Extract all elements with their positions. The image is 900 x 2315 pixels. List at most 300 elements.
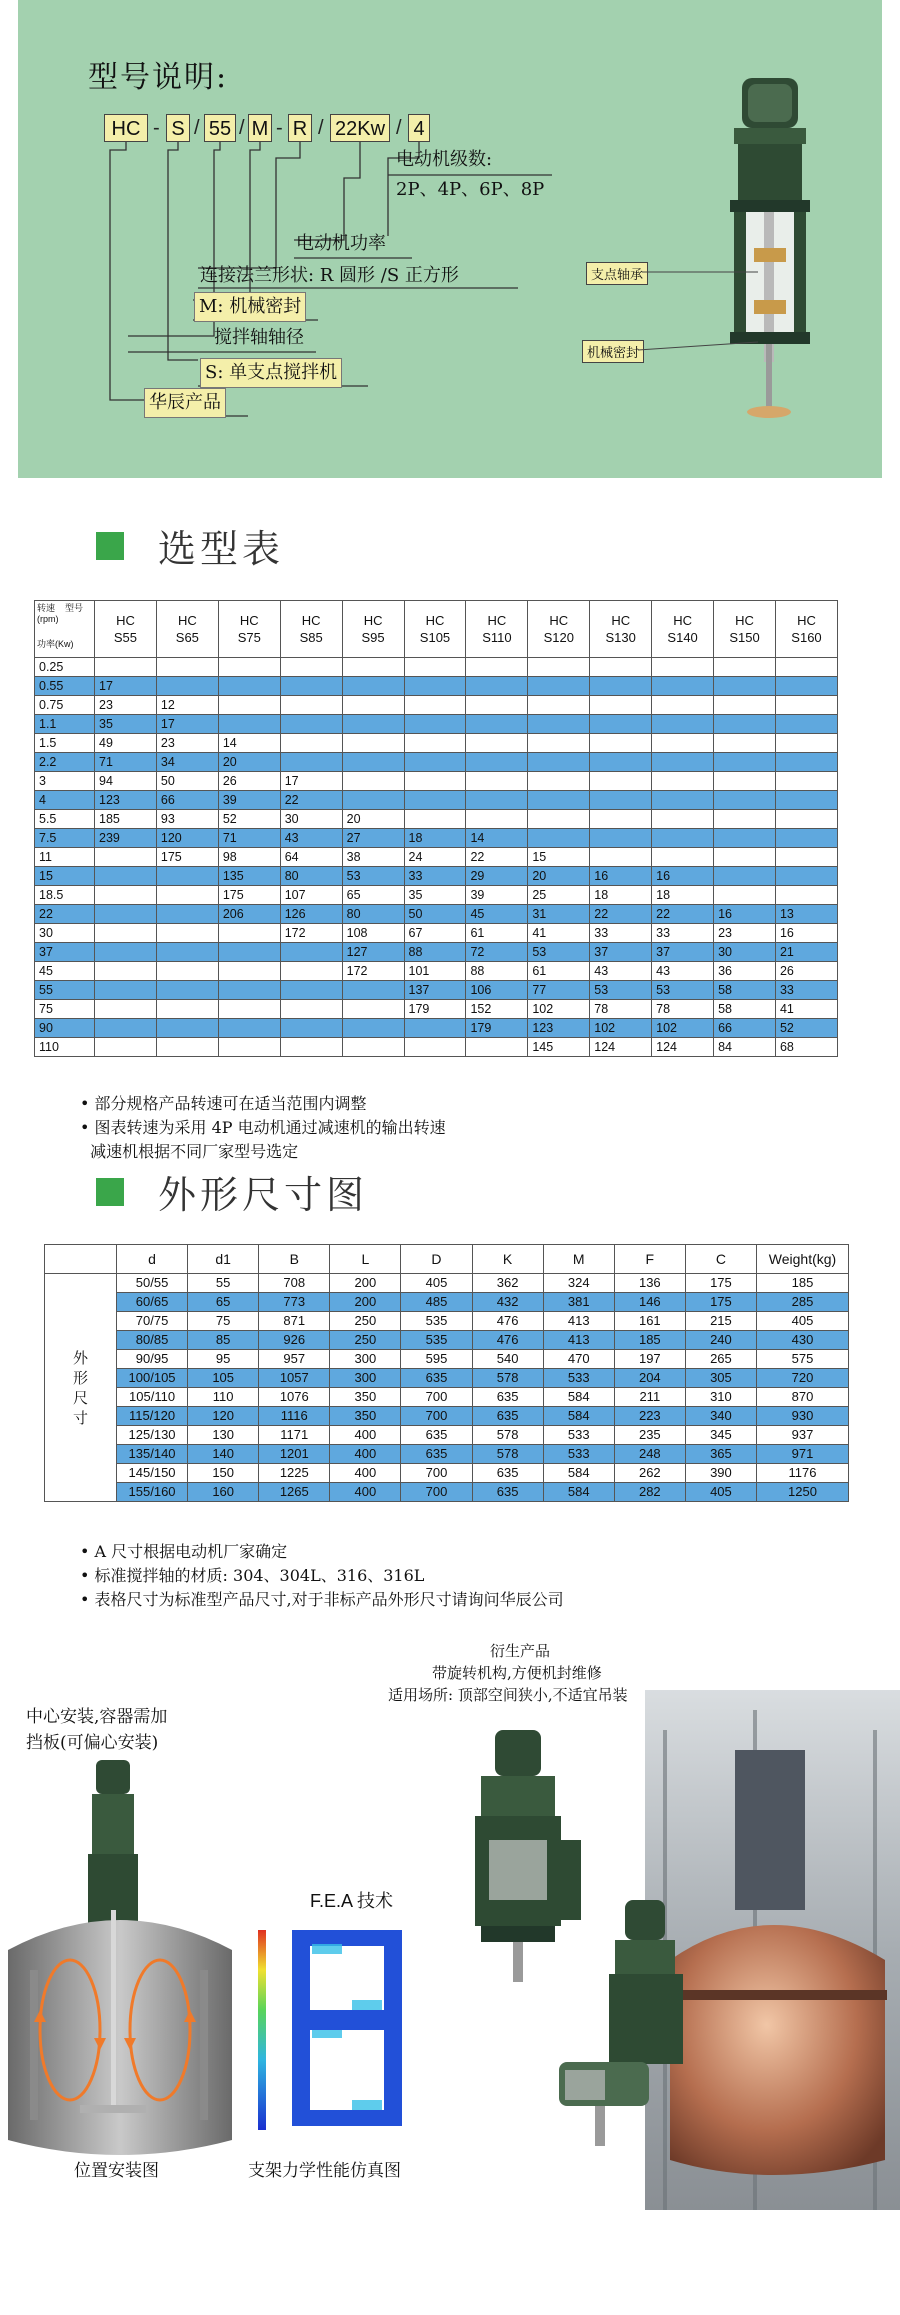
- model-column-header: [528, 601, 590, 658]
- dimension-cell: 55: [188, 1274, 259, 1293]
- speed-cell: 88: [404, 943, 466, 962]
- speed-cell: [280, 734, 342, 753]
- model-column-header: [156, 601, 218, 658]
- speed-cell: [528, 810, 590, 829]
- dimension-cell: 870: [757, 1388, 849, 1407]
- code-type: S: [166, 114, 190, 142]
- speed-cell: [280, 696, 342, 715]
- power-cell: 75: [35, 1000, 95, 1019]
- model-code: S160: [791, 630, 822, 645]
- speed-cell: 12: [156, 696, 218, 715]
- speed-cell: 17: [156, 715, 218, 734]
- dimension-cell: 1265: [259, 1483, 330, 1502]
- corner-model: 型号: [65, 603, 84, 613]
- dimension-cell: 533: [543, 1426, 614, 1445]
- dimension-cell: 300: [330, 1350, 401, 1369]
- power-cell: 90: [35, 1019, 95, 1038]
- speed-cell: [466, 734, 528, 753]
- dimension-column-header: L: [330, 1245, 401, 1274]
- speed-cell: [652, 810, 714, 829]
- speed-cell: [218, 1038, 280, 1057]
- dimension-cell: 578: [472, 1426, 543, 1445]
- speed-cell: 31: [528, 905, 590, 924]
- speed-cell: 23: [714, 924, 776, 943]
- speed-cell: 49: [95, 734, 157, 753]
- dimension-cell: 926: [259, 1331, 330, 1350]
- speed-cell: [714, 848, 776, 867]
- speed-cell: [95, 924, 157, 943]
- dimension-cell: 135/140: [117, 1445, 188, 1464]
- table-row: [45, 1312, 849, 1331]
- speed-cell: [218, 1019, 280, 1038]
- speed-cell: [714, 658, 776, 677]
- dimension-cell: 250: [330, 1312, 401, 1331]
- dimension-column-header: C: [685, 1245, 756, 1274]
- speed-cell: [404, 734, 466, 753]
- power-cell: 7.5: [35, 829, 95, 848]
- speed-cell: 94: [95, 772, 157, 791]
- note-item: • 标准搅拌轴的材质: 304、304L、316、316L: [80, 1566, 425, 1585]
- speed-cell: [218, 677, 280, 696]
- speed-cell: 120: [156, 829, 218, 848]
- side-label-char: 外: [72, 1348, 88, 1367]
- dimension-column-header: F: [614, 1245, 685, 1274]
- note-item: • 部分规格产品转速可在适当范围内调整: [80, 1094, 367, 1113]
- speed-cell: 145: [528, 1038, 590, 1057]
- speed-cell: [775, 677, 837, 696]
- selection-table: [34, 600, 838, 1057]
- table-row: [35, 848, 838, 867]
- dimension-cell: 362: [472, 1274, 543, 1293]
- dimension-cell: 211: [614, 1388, 685, 1407]
- code-flange: R: [288, 114, 312, 142]
- selection-section-header: [96, 518, 284, 573]
- speed-cell: [280, 1038, 342, 1057]
- speed-cell: 53: [342, 867, 404, 886]
- speed-cell: 67: [404, 924, 466, 943]
- speed-cell: [95, 1019, 157, 1038]
- speed-cell: 33: [775, 981, 837, 1000]
- dimension-cell: 105: [188, 1369, 259, 1388]
- speed-cell: 124: [590, 1038, 652, 1057]
- fea-title: F.E.A 技术: [310, 1891, 394, 1911]
- speed-cell: [342, 1000, 404, 1019]
- selection-notes: [80, 1092, 446, 1164]
- speed-cell: 172: [280, 924, 342, 943]
- dimension-cell: 200: [330, 1293, 401, 1312]
- dimension-cell: 405: [757, 1312, 849, 1331]
- speed-cell: [218, 943, 280, 962]
- speed-cell: 58: [714, 981, 776, 1000]
- model-code: S150: [729, 630, 760, 645]
- speed-cell: 26: [775, 962, 837, 981]
- speed-cell: [714, 753, 776, 772]
- dimension-cell: 476: [472, 1312, 543, 1331]
- callout-bearing: 支点轴承: [586, 262, 648, 285]
- speed-cell: [95, 658, 157, 677]
- model-prefix: HC: [487, 613, 507, 628]
- dimension-cell: 700: [401, 1388, 472, 1407]
- speed-cell: 239: [95, 829, 157, 848]
- speed-cell: [95, 1000, 157, 1019]
- dimension-cell: 105/110: [117, 1388, 188, 1407]
- table-row: [45, 1331, 849, 1350]
- speed-cell: 30: [280, 810, 342, 829]
- dimension-cell: 75: [188, 1312, 259, 1331]
- dimension-cell: 70/75: [117, 1312, 188, 1331]
- dimension-cell: 1176: [757, 1464, 849, 1483]
- dimension-cell: 635: [401, 1445, 472, 1464]
- code-separator: -: [276, 117, 283, 139]
- table-row: [45, 1274, 849, 1293]
- speed-cell: [404, 677, 466, 696]
- code-seal: M: [248, 114, 272, 142]
- speed-cell: 106: [466, 981, 528, 1000]
- speed-cell: 18: [590, 886, 652, 905]
- speed-cell: 16: [652, 867, 714, 886]
- speed-cell: 53: [652, 981, 714, 1000]
- dimension-column-header: d: [117, 1245, 188, 1274]
- dimension-cell: 204: [614, 1369, 685, 1388]
- speed-cell: 80: [280, 867, 342, 886]
- speed-cell: [280, 962, 342, 981]
- dimension-cell: 485: [401, 1293, 472, 1312]
- dimension-cell: 535: [401, 1331, 472, 1350]
- speed-cell: 43: [280, 829, 342, 848]
- fea-simulation-diagram: [252, 1920, 432, 2150]
- speed-cell: 123: [95, 791, 157, 810]
- dimension-cell: 235: [614, 1426, 685, 1445]
- dimension-cell: 310: [685, 1388, 756, 1407]
- model-code: S95: [361, 630, 385, 645]
- side-label-char: 尺: [72, 1388, 88, 1407]
- model-code: S105: [419, 630, 451, 645]
- speed-cell: [775, 810, 837, 829]
- speed-cell: [466, 1038, 528, 1057]
- speed-cell: [714, 696, 776, 715]
- speed-cell: [218, 696, 280, 715]
- power-cell: 0.55: [35, 677, 95, 696]
- model-prefix: HC: [239, 613, 259, 628]
- speed-cell: [714, 810, 776, 829]
- speed-cell: [775, 867, 837, 886]
- model-prefix: HC: [301, 613, 321, 628]
- speed-cell: 18: [404, 829, 466, 848]
- speed-cell: 41: [775, 1000, 837, 1019]
- note-item: • 图表转速为采用 4P 电动机通过减速机的输出转速: [80, 1118, 446, 1137]
- dimension-cell: 340: [685, 1407, 756, 1426]
- dimension-cell: 390: [685, 1464, 756, 1483]
- speed-cell: 84: [714, 1038, 776, 1057]
- speed-cell: [714, 829, 776, 848]
- speed-cell: [652, 829, 714, 848]
- speed-cell: 14: [218, 734, 280, 753]
- speed-cell: 24: [404, 848, 466, 867]
- speed-cell: 13: [775, 905, 837, 924]
- dimension-cell: 400: [330, 1483, 401, 1502]
- speed-cell: 38: [342, 848, 404, 867]
- model-column-header: [652, 601, 714, 658]
- speed-cell: 16: [590, 867, 652, 886]
- speed-cell: 135: [218, 867, 280, 886]
- speed-cell: [95, 886, 157, 905]
- speed-cell: 33: [404, 867, 466, 886]
- motor-poles-values: 2P、4P、6P、8P: [396, 179, 545, 200]
- speed-cell: [342, 696, 404, 715]
- dimension-cell: 100/105: [117, 1369, 188, 1388]
- dimension-cell: 161: [614, 1312, 685, 1331]
- speed-cell: 50: [156, 772, 218, 791]
- code-separator: /: [194, 117, 200, 139]
- speed-cell: [466, 791, 528, 810]
- speed-cell: 20: [218, 753, 280, 772]
- dimension-cell: 200: [330, 1274, 401, 1293]
- speed-cell: 22: [466, 848, 528, 867]
- table-row: [45, 1369, 849, 1388]
- section-marker: [96, 532, 124, 560]
- speed-cell: [156, 658, 218, 677]
- speed-cell: [652, 677, 714, 696]
- dimension-cell: 1057: [259, 1369, 330, 1388]
- speed-cell: 37: [652, 943, 714, 962]
- model-code: S85: [299, 630, 323, 645]
- table-row: [35, 715, 838, 734]
- table-row: [35, 905, 838, 924]
- dimension-cell: 700: [401, 1407, 472, 1426]
- speed-cell: [652, 772, 714, 791]
- dimension-cell: 110: [188, 1388, 259, 1407]
- speed-cell: 29: [466, 867, 528, 886]
- power-cell: 0.75: [35, 696, 95, 715]
- code-brand: HC: [104, 114, 148, 142]
- dimension-cell: 136: [614, 1274, 685, 1293]
- speed-cell: [218, 981, 280, 1000]
- speed-cell: [466, 753, 528, 772]
- speed-cell: 17: [280, 772, 342, 791]
- power-cell: 1.1: [35, 715, 95, 734]
- table-row: [35, 810, 838, 829]
- speed-cell: 39: [466, 886, 528, 905]
- dimension-cell: 476: [472, 1331, 543, 1350]
- dimension-cell: 345: [685, 1426, 756, 1445]
- speed-cell: 68: [775, 1038, 837, 1057]
- speed-cell: [280, 1019, 342, 1038]
- section-marker: [96, 1178, 124, 1206]
- speed-cell: [528, 734, 590, 753]
- model-column-header: [775, 601, 837, 658]
- model-column-header: [466, 601, 528, 658]
- speed-cell: [342, 981, 404, 1000]
- dimension-cell: 120: [188, 1407, 259, 1426]
- speed-cell: [404, 791, 466, 810]
- dimension-cell: 584: [543, 1407, 614, 1426]
- speed-cell: 66: [156, 791, 218, 810]
- speed-cell: [404, 772, 466, 791]
- table-row: [35, 772, 838, 791]
- speed-cell: [590, 677, 652, 696]
- speed-cell: 175: [156, 848, 218, 867]
- dimension-cell: 125/130: [117, 1426, 188, 1445]
- model-prefix: HC: [116, 613, 135, 628]
- speed-cell: 179: [404, 1000, 466, 1019]
- speed-cell: [95, 1038, 157, 1057]
- speed-cell: [280, 1000, 342, 1019]
- table-row: [35, 734, 838, 753]
- model-code: S65: [175, 630, 199, 645]
- speed-cell: 14: [466, 829, 528, 848]
- speed-cell: 66: [714, 1019, 776, 1038]
- dimension-cell: 350: [330, 1388, 401, 1407]
- table-row: [35, 753, 838, 772]
- dimension-cell: 575: [757, 1350, 849, 1369]
- dimension-cell: 350: [330, 1407, 401, 1426]
- dimension-cell: 175: [685, 1274, 756, 1293]
- dimension-cell: 430: [757, 1331, 849, 1350]
- speed-cell: [404, 753, 466, 772]
- speed-cell: [156, 1000, 218, 1019]
- speed-cell: 16: [714, 905, 776, 924]
- dimension-cell: 584: [543, 1388, 614, 1407]
- flange-label: 连接法兰形状: R 圆形 /S 正方形: [200, 265, 459, 286]
- corner-power: 功率(Kw): [37, 639, 74, 649]
- dimension-cell: 400: [330, 1445, 401, 1464]
- speed-cell: [280, 715, 342, 734]
- dimension-cell: 1171: [259, 1426, 330, 1445]
- dimensions-header-row: [45, 1245, 849, 1274]
- derived-title: 衍生产品: [490, 1642, 551, 1660]
- speed-cell: [156, 1019, 218, 1038]
- model-code: S110: [482, 630, 512, 645]
- speed-cell: 93: [156, 810, 218, 829]
- speed-cell: 80: [342, 905, 404, 924]
- dimension-cell: 248: [614, 1445, 685, 1464]
- speed-cell: [342, 715, 404, 734]
- speed-cell: [404, 1038, 466, 1057]
- model-code: S55: [113, 630, 138, 645]
- speed-cell: [775, 658, 837, 677]
- speed-cell: [714, 734, 776, 753]
- power-cell: 110: [35, 1038, 95, 1057]
- speed-cell: 77: [528, 981, 590, 1000]
- model-column-header: [95, 601, 157, 658]
- speed-cell: [590, 696, 652, 715]
- speed-cell: [590, 715, 652, 734]
- dimension-cell: 405: [685, 1483, 756, 1502]
- note-item: • A 尺寸根据电动机厂家确定: [80, 1542, 288, 1561]
- speed-cell: [342, 772, 404, 791]
- speed-cell: [528, 715, 590, 734]
- support-label: S: 单支点搅拌机: [200, 358, 342, 388]
- seal-label: M: 机械密封: [194, 292, 306, 322]
- speed-cell: 185: [95, 810, 157, 829]
- model-prefix: HC: [177, 613, 197, 628]
- dimension-cell: 305: [685, 1369, 756, 1388]
- speed-cell: 25: [528, 886, 590, 905]
- speed-cell: [590, 734, 652, 753]
- speed-cell: [775, 715, 837, 734]
- speed-cell: [652, 715, 714, 734]
- selection-header-row: [35, 601, 838, 658]
- table-row: [45, 1426, 849, 1445]
- speed-cell: 23: [95, 696, 157, 715]
- dimension-cell: 185: [614, 1331, 685, 1350]
- dimension-cell: 708: [259, 1274, 330, 1293]
- speed-cell: [466, 715, 528, 734]
- dimension-cell: 223: [614, 1407, 685, 1426]
- table-row: [35, 962, 838, 981]
- table-row: [35, 867, 838, 886]
- speed-cell: 78: [590, 1000, 652, 1019]
- dimension-cell: 957: [259, 1350, 330, 1369]
- dimension-cell: 540: [472, 1350, 543, 1369]
- dimension-side-label: [45, 1274, 117, 1502]
- speed-cell: [714, 715, 776, 734]
- speed-cell: [95, 867, 157, 886]
- derived-line1: 带旋转机构,方便机封维修: [432, 1664, 602, 1682]
- speed-cell: [342, 658, 404, 677]
- side-label-char: 寸: [72, 1408, 88, 1427]
- dimension-cell: 1250: [757, 1483, 849, 1502]
- speed-cell: [466, 658, 528, 677]
- speed-cell: 108: [342, 924, 404, 943]
- speed-cell: 102: [528, 1000, 590, 1019]
- power-cell: 30: [35, 924, 95, 943]
- dimension-cell: 1201: [259, 1445, 330, 1464]
- speed-cell: 175: [218, 886, 280, 905]
- speed-cell: 102: [652, 1019, 714, 1038]
- speed-cell: 53: [528, 943, 590, 962]
- table-row: [45, 1293, 849, 1312]
- speed-cell: [528, 696, 590, 715]
- dimension-cell: 635: [401, 1426, 472, 1445]
- table-row: [45, 1388, 849, 1407]
- dimension-cell: 595: [401, 1350, 472, 1369]
- power-cell: 0.25: [35, 658, 95, 677]
- install-caption: 位置安装图: [74, 2161, 159, 2181]
- dimension-cell: 700: [401, 1483, 472, 1502]
- speed-cell: [404, 658, 466, 677]
- dimensions-table: [44, 1244, 849, 1502]
- dimension-cell: 65: [188, 1293, 259, 1312]
- model-prefix: HC: [735, 613, 754, 628]
- dimension-column-header: B: [259, 1245, 330, 1274]
- dimension-cell: 150: [188, 1464, 259, 1483]
- tank-installation-diagram: [0, 1760, 240, 2190]
- speed-cell: 39: [218, 791, 280, 810]
- dimension-cell: 155/160: [117, 1483, 188, 1502]
- shaft-label: 搅拌轴轴径: [214, 327, 304, 348]
- speed-cell: [775, 753, 837, 772]
- speed-cell: [775, 734, 837, 753]
- corner-speed: 转速: [37, 603, 56, 613]
- speed-cell: [342, 1038, 404, 1057]
- dimension-cell: 197: [614, 1350, 685, 1369]
- speed-cell: 206: [218, 905, 280, 924]
- dimension-notes: [80, 1540, 564, 1612]
- speed-cell: [714, 772, 776, 791]
- speed-cell: 72: [466, 943, 528, 962]
- speed-cell: [156, 677, 218, 696]
- speed-cell: 98: [218, 848, 280, 867]
- speed-cell: [652, 696, 714, 715]
- speed-cell: 101: [404, 962, 466, 981]
- power-cell: 4: [35, 791, 95, 810]
- model-code: S140: [667, 630, 698, 645]
- dimension-cell: 578: [472, 1445, 543, 1464]
- speed-cell: 137: [404, 981, 466, 1000]
- table-row: [45, 1350, 849, 1369]
- dimension-cell: 145/150: [117, 1464, 188, 1483]
